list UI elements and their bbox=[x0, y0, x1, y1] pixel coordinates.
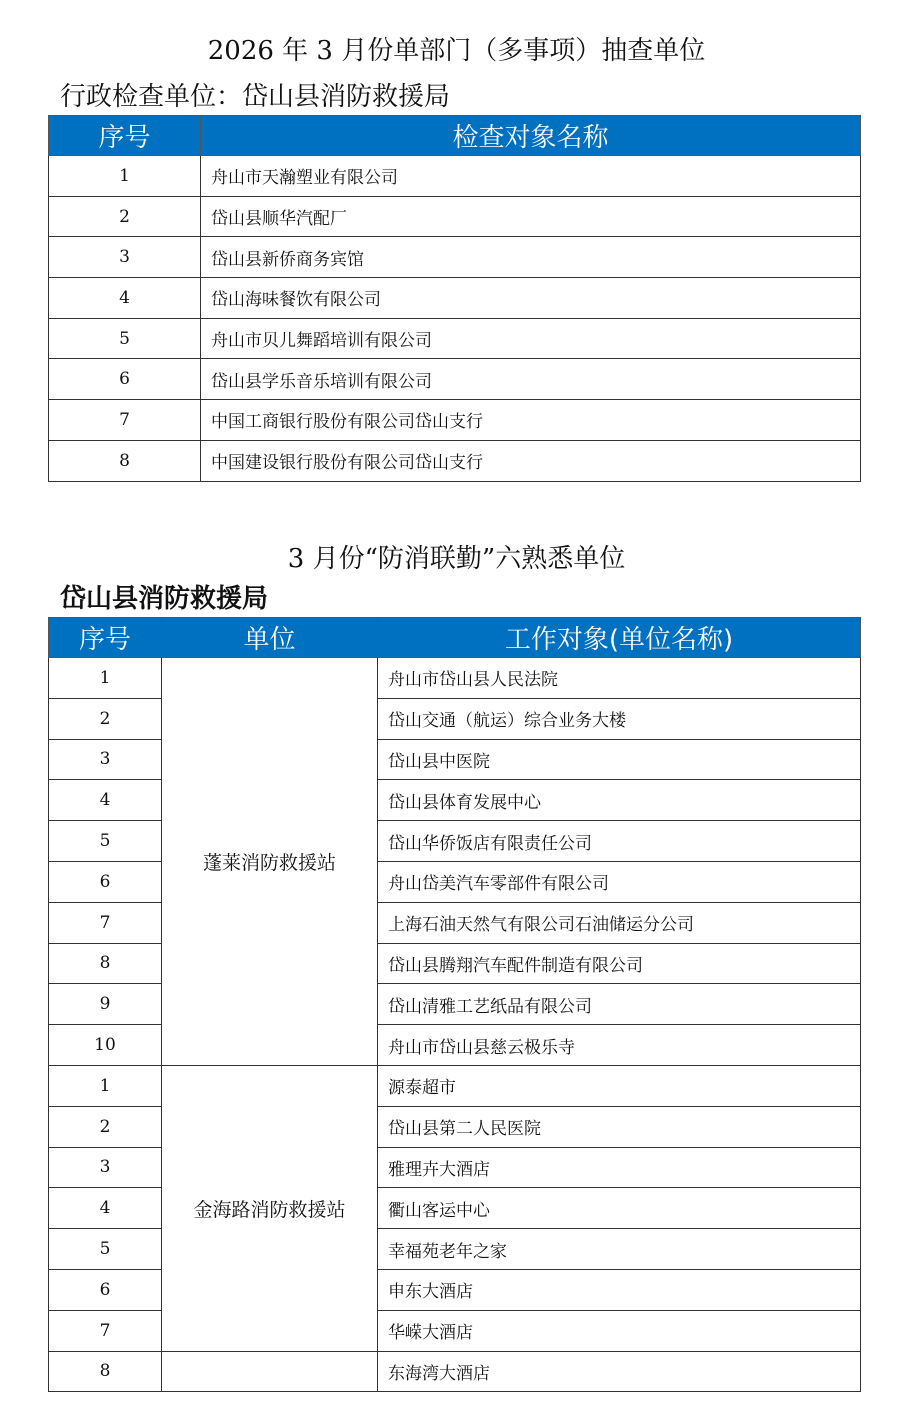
header-unit: 单位 bbox=[162, 618, 378, 658]
row-target: 衢山客运中心 bbox=[378, 1188, 861, 1229]
row-index: 5 bbox=[49, 1229, 162, 1270]
row-index: 6 bbox=[49, 1269, 162, 1310]
row-name: 中国建设银行股份有限公司岱山支行 bbox=[201, 440, 861, 481]
row-target: 申东大酒店 bbox=[378, 1269, 861, 1310]
row-target: 幸福苑老年之家 bbox=[378, 1229, 861, 1270]
row-index: 9 bbox=[49, 984, 162, 1025]
row-index: 6 bbox=[49, 861, 162, 902]
row-target: 华嵘大酒店 bbox=[378, 1310, 861, 1351]
header-index: 序号 bbox=[49, 116, 201, 156]
row-target: 岱山交通（航运）综合业务大楼 bbox=[378, 698, 861, 739]
familiarization-table bbox=[48, 617, 861, 1392]
row-index: 3 bbox=[49, 1147, 162, 1188]
row-target: 岱山华侨饭店有限责任公司 bbox=[378, 821, 861, 862]
table-row bbox=[49, 1065, 861, 1106]
table-row bbox=[49, 278, 861, 319]
table-row bbox=[49, 658, 861, 699]
row-target: 岱山清雅工艺纸品有限公司 bbox=[378, 984, 861, 1025]
table-row bbox=[49, 400, 861, 441]
row-index: 3 bbox=[49, 237, 201, 278]
row-index: 7 bbox=[49, 902, 162, 943]
inspection-table bbox=[48, 115, 861, 482]
row-index: 1 bbox=[49, 658, 162, 699]
row-index: 2 bbox=[49, 1106, 162, 1147]
row-target: 上海石油天然气有限公司石油储运分公司 bbox=[378, 902, 861, 943]
row-index: 4 bbox=[49, 278, 201, 319]
table-row bbox=[49, 318, 861, 359]
row-index: 8 bbox=[49, 943, 162, 984]
row-name: 岱山县顺华汽配厂 bbox=[201, 196, 861, 237]
row-index: 1 bbox=[49, 156, 201, 197]
row-name: 舟山市贝儿舞蹈培训有限公司 bbox=[201, 318, 861, 359]
table-row bbox=[49, 196, 861, 237]
row-index: 5 bbox=[49, 318, 201, 359]
row-index: 10 bbox=[49, 1025, 162, 1066]
row-target: 雅理卉大酒店 bbox=[378, 1147, 861, 1188]
header-name: 检查对象名称 bbox=[201, 116, 861, 156]
table-row bbox=[49, 440, 861, 481]
section2-title: 3 月份“防消联勤”六熟悉单位 bbox=[287, 544, 626, 574]
station-unit: 金海路消防救援站 bbox=[162, 1065, 378, 1351]
row-target: 东海湾大酒店 bbox=[378, 1351, 861, 1392]
row-name: 岱山县新侨商务宾馆 bbox=[201, 237, 861, 278]
row-target: 源泰超市 bbox=[378, 1065, 861, 1106]
row-target: 岱山县体育发展中心 bbox=[378, 780, 861, 821]
table-row bbox=[49, 156, 861, 197]
row-target: 舟山岱美汽车零部件有限公司 bbox=[378, 861, 861, 902]
section2-subtitle: 岱山县消防救援局 bbox=[60, 584, 269, 614]
row-index: 6 bbox=[49, 359, 201, 400]
table-row bbox=[49, 237, 861, 278]
row-name: 岱山海味餐饮有限公司 bbox=[201, 278, 861, 319]
row-index: 7 bbox=[49, 1310, 162, 1351]
header-index: 序号 bbox=[49, 618, 162, 658]
row-name: 舟山市天瀚塑业有限公司 bbox=[201, 156, 861, 197]
table-row bbox=[49, 359, 861, 400]
row-target: 岱山县腾翔汽车配件制造有限公司 bbox=[378, 943, 861, 984]
section1-title: 2026 年 3 月份单部门（多事项）抽查单位 bbox=[207, 36, 706, 66]
row-index: 1 bbox=[49, 1065, 162, 1106]
row-index: 4 bbox=[49, 780, 162, 821]
row-name: 中国工商银行股份有限公司岱山支行 bbox=[201, 400, 861, 441]
row-target: 舟山市岱山县人民法院 bbox=[378, 658, 861, 699]
station-unit: 蓬莱消防救援站 bbox=[162, 658, 378, 1066]
row-target: 岱山县中医院 bbox=[378, 739, 861, 780]
row-index: 8 bbox=[49, 1351, 162, 1392]
station-unit bbox=[162, 1351, 378, 1392]
row-index: 5 bbox=[49, 821, 162, 862]
row-index: 2 bbox=[49, 196, 201, 237]
row-target: 岱山县第二人民医院 bbox=[378, 1106, 861, 1147]
row-index: 8 bbox=[49, 440, 201, 481]
row-target: 舟山市岱山县慈云极乐寺 bbox=[378, 1025, 861, 1066]
row-index: 7 bbox=[49, 400, 201, 441]
row-name: 岱山县学乐音乐培训有限公司 bbox=[201, 359, 861, 400]
row-index: 3 bbox=[49, 739, 162, 780]
row-index: 2 bbox=[49, 698, 162, 739]
header-target: 工作对象(单位名称) bbox=[378, 618, 861, 658]
table-row bbox=[49, 1351, 861, 1392]
row-index: 4 bbox=[49, 1188, 162, 1229]
section1-subtitle: 行政检查单位：岱山县消防救援局 bbox=[60, 82, 451, 112]
